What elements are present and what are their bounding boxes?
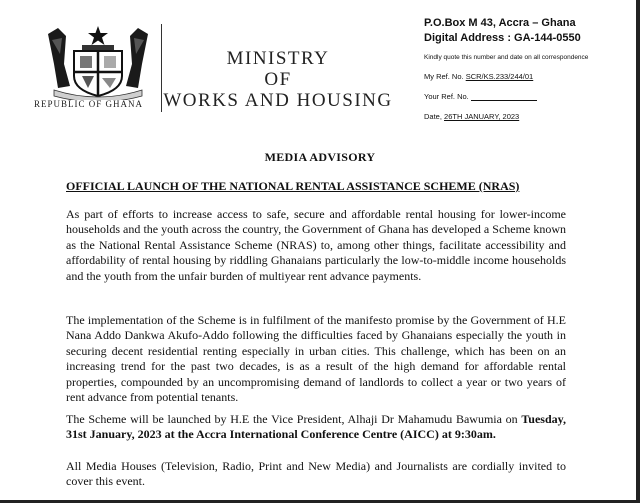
ministry-line-2: OF (264, 69, 292, 90)
your-ref-blank (471, 92, 537, 101)
media-advisory-title: MEDIA ADVISORY (264, 150, 376, 164)
header-divider (161, 24, 162, 112)
po-box: P.O.Box M 43, Accra – Ghana (424, 17, 576, 29)
my-ref-value: SCR/KS.233/244/01 (465, 72, 534, 81)
digital-address: Digital Address : GA-144-0550 (424, 32, 581, 44)
page-frame-right (636, 0, 640, 503)
ghana-coat-of-arms-icon (44, 24, 152, 100)
paragraph-3-text: The Scheme will be launched by H.E the Vice President, Alhaji Dr Mahamudu Bawumia on (66, 412, 522, 426)
your-ref-row (424, 92, 624, 101)
your-ref-label: Your Ref. No. (424, 92, 469, 101)
my-ref-label: My Ref. No. (424, 72, 464, 81)
advisory-headline: OFFICIAL LAUNCH OF THE NATIONAL RENTAL ASSISTANCE SCHEME (NRAS) (66, 179, 520, 193)
launch-date-venue: Tuesday, 31st January, 2023 at the Accra International Conference Centre (AICC) at 9:30am. (66, 412, 566, 442)
republic-of-ghana-label: REPUBLIC OF GHANA (34, 99, 144, 109)
paragraph-2: The implementation of the Scheme is in fulfilment of the manifesto promise by the Government of H.E Nana Addo Dankwa Akufo-Addo following the difficulties faced by Ghanaians especially the youth in securing decent residential renting especially in urban cities. This challenge, which has been on an increasing trend for the past two decades, is as a result of the high demand for affordable rental properties, compounded by an uncompromising demand of landlords to collect a year or two years of rent advance from potential tenants. (66, 313, 566, 405)
ministry-line-3: WORKS AND HOUSING (163, 90, 393, 111)
paragraph-4: All Media Houses (Television, Radio, Print and New Media) and Journalists are cordially invited to cover this event. (66, 459, 566, 489)
quote-note: Kindly quote this number and date on all correspondence (424, 54, 589, 61)
ministry-name (163, 48, 393, 111)
date-row (424, 112, 624, 121)
reference-block (424, 16, 624, 121)
date-label: Date, (424, 112, 442, 121)
paragraph-3 (66, 412, 566, 443)
ministry-line-1: MINISTRY (226, 48, 330, 69)
paragraph-1: As part of efforts to increase access to safe, secure and affordable rental housing for lower-income households and the youth across the country, the Government of Ghana has developed a Scheme known as the National Rental Assistance Scheme (NRAS) to, among other things, facilitate accessibility and affordability of rental housing by riddling Ghanaians particularly the low-to-middle income households and the youth from the unfair burden of multiyear rent advance payments. (66, 207, 566, 283)
date-value: 26TH JANUARY, 2023 (444, 112, 520, 121)
my-ref-row (424, 72, 624, 81)
